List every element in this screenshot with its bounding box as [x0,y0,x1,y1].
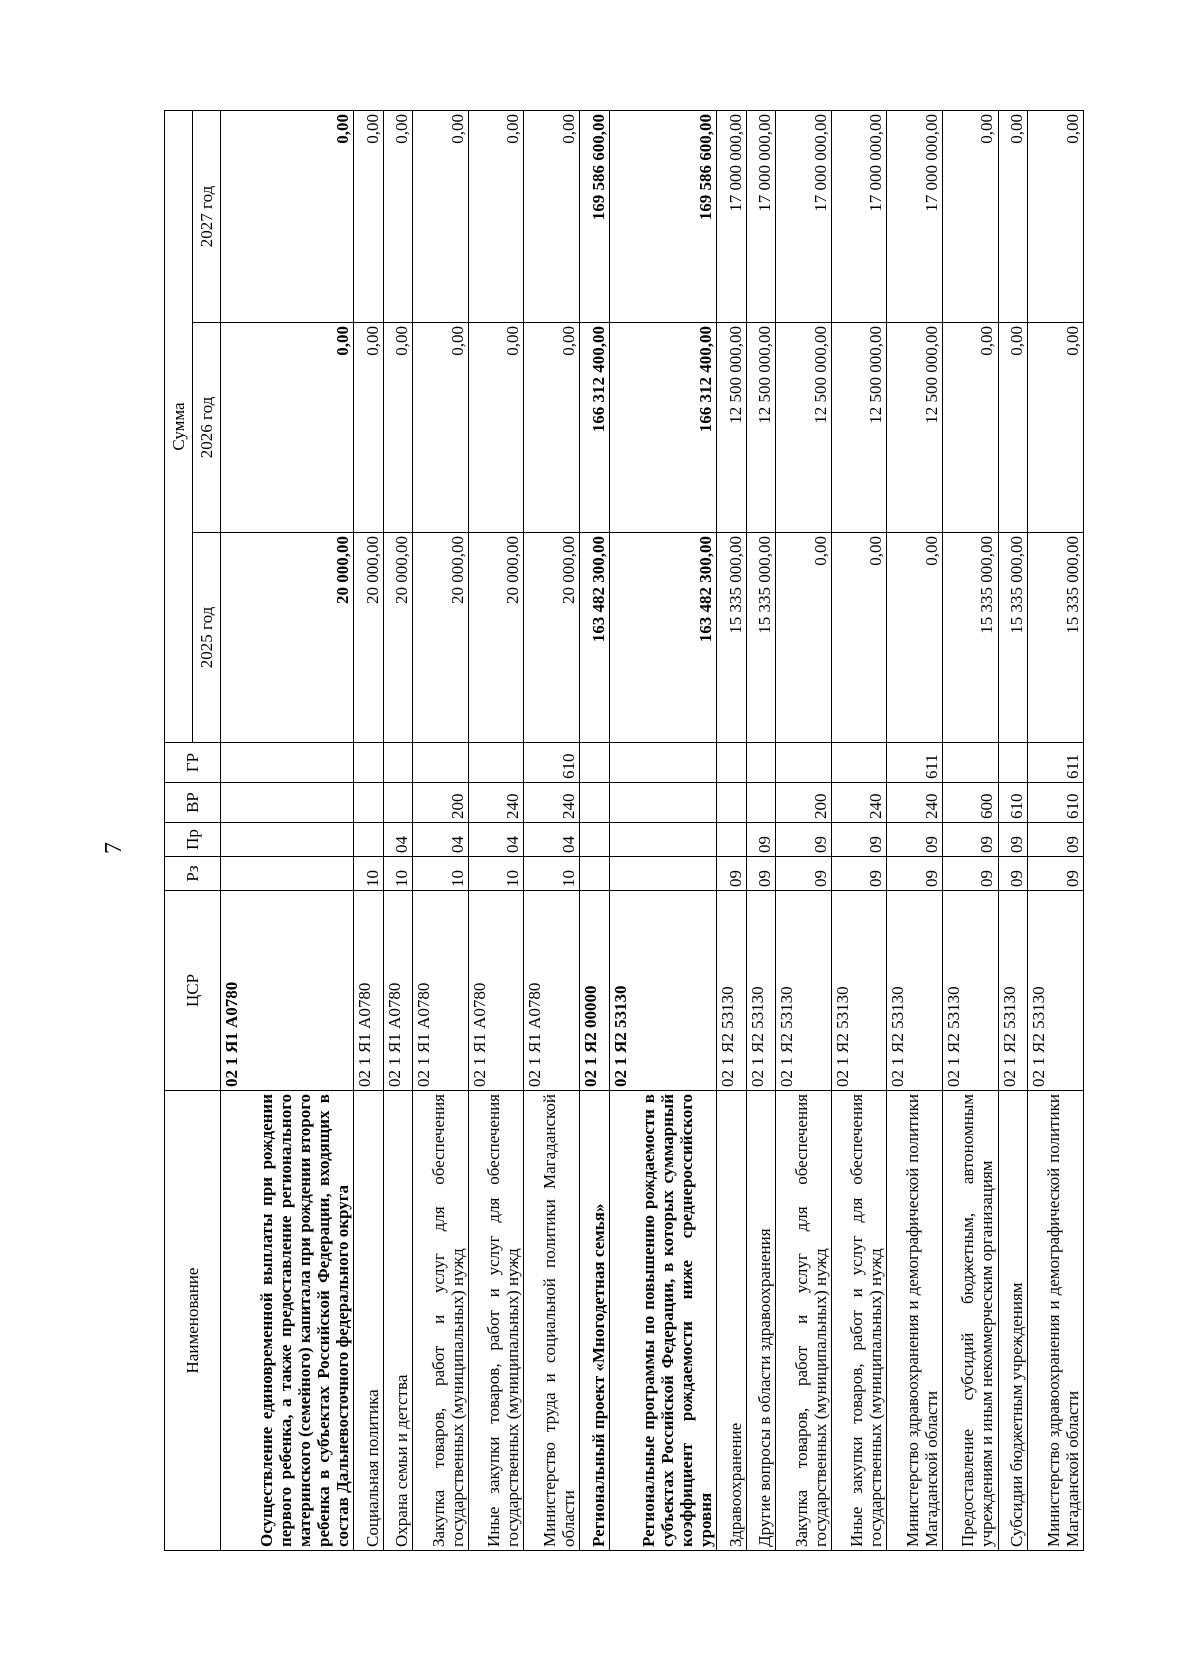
budget-table-wrapper [164,111,1084,1551]
cell-y2025: 20 000,00 [468,533,524,743]
cell-pr [221,823,354,857]
header-pr: Пр [165,823,221,857]
cell-name: Закупка товаров, работ и услуг для обеспечения государственных (муниципальных) нужд [776,1091,832,1551]
cell-vr [353,783,383,823]
cell-y2027: 0,00 [1028,110,1084,322]
cell-y2026: 12 500 000,00 [831,323,887,533]
cell-csr: 02 1 Я2 53130 [776,891,832,1091]
cell-gr [716,743,746,783]
cell-y2027: 17 000 000,00 [831,110,887,322]
table-row [998,110,1028,1550]
header-csr: ЦСР [165,891,221,1091]
table-row [353,110,383,1550]
cell-y2025: 20 000,00 [221,533,354,743]
cell-vr: 200 [776,783,832,823]
table-row [579,110,609,1550]
cell-rz [609,857,716,891]
cell-y2025: 0,00 [776,533,832,743]
header-year-2025: 2025 год [193,533,221,743]
cell-gr [746,743,776,783]
cell-csr: 02 1 Я2 53130 [887,891,943,1091]
cell-name: Субсидии бюджетным учреждениям [998,1091,1028,1551]
cell-name: Предоставление субсидий бюджетным, автономным учреждениям и иным некоммерческим организациям [942,1091,998,1551]
cell-y2025: 20 000,00 [413,533,469,743]
table-row [413,110,469,1550]
cell-gr: 611 [887,743,943,783]
cell-y2027: 0,00 [468,110,524,322]
cell-y2027: 169 586 600,00 [609,110,716,322]
table-row [942,110,998,1550]
cell-csr: 02 1 Я1 А0780 [383,891,413,1091]
table-header [165,110,221,1550]
cell-y2026: 12 500 000,00 [887,323,943,533]
cell-y2026: 0,00 [221,323,354,533]
cell-y2025: 15 335 000,00 [942,533,998,743]
cell-csr: 02 1 Я2 53130 [998,891,1028,1091]
cell-y2026: 12 500 000,00 [746,323,776,533]
cell-rz: 10 [524,857,580,891]
cell-gr [468,743,524,783]
cell-name: Региональный проект «Многодетная семья» [579,1091,609,1551]
cell-gr [353,743,383,783]
cell-vr [716,783,746,823]
cell-y2026: 166 312 400,00 [579,323,609,533]
cell-y2026: 12 500 000,00 [776,323,832,533]
cell-gr [413,743,469,783]
cell-y2027: 0,00 [524,110,580,322]
cell-pr: 04 [383,823,413,857]
cell-y2026: 0,00 [353,323,383,533]
cell-csr: 02 1 Я1 А0780 [353,891,383,1091]
cell-y2025: 15 335 000,00 [998,533,1028,743]
cell-y2025: 163 482 300,00 [609,533,716,743]
cell-name: Здравоохранение [716,1091,746,1551]
cell-vr: 610 [1028,783,1084,823]
cell-name: Осуществление единовременной выплаты при рождении первого ребенка, а также предоставление регионального материнского (семейного) капитала при рождении второго ребенка в субъектах Российской Федерации, входящих в состав Дальневосточного федерального округа [221,1091,354,1551]
cell-vr: 240 [831,783,887,823]
header-sum: Сумма [165,110,193,742]
cell-y2026: 0,00 [383,323,413,533]
cell-vr: 600 [942,783,998,823]
cell-y2026: 0,00 [1028,323,1084,533]
cell-y2025: 163 482 300,00 [579,533,609,743]
table-body [221,110,1084,1550]
cell-y2025: 0,00 [831,533,887,743]
cell-pr: 09 [942,823,998,857]
cell-pr: 04 [413,823,469,857]
cell-rz: 09 [998,857,1028,891]
cell-rz: 09 [887,857,943,891]
cell-rz: 09 [776,857,832,891]
cell-y2025: 0,00 [887,533,943,743]
cell-pr: 09 [831,823,887,857]
cell-y2026: 0,00 [524,323,580,533]
cell-vr [609,783,716,823]
cell-gr [383,743,413,783]
cell-pr [353,823,383,857]
cell-pr [579,823,609,857]
cell-y2027: 17 000 000,00 [887,110,943,322]
cell-y2025: 15 335 000,00 [746,533,776,743]
cell-pr: 04 [468,823,524,857]
cell-csr: 02 1 Я2 53130 [1028,891,1084,1091]
cell-vr: 610 [998,783,1028,823]
cell-vr: 240 [524,783,580,823]
cell-name: Иные закупки товаров, работ и услуг для обеспечения государственных (муниципальных) нужд [831,1091,887,1551]
page-number: 7 [101,842,127,854]
cell-gr [221,743,354,783]
budget-table [164,110,1084,1551]
cell-vr: 240 [887,783,943,823]
cell-csr: 02 1 Я2 53130 [716,891,746,1091]
cell-pr: 09 [887,823,943,857]
cell-name: Иные закупки товаров, работ и услуг для обеспечения государственных (муниципальных) нужд [468,1091,524,1551]
cell-name: Социальная политика [353,1091,383,1551]
header-gr: ГР [165,743,221,783]
cell-csr: 02 1 Я1 А0780 [524,891,580,1091]
cell-y2026: 0,00 [413,323,469,533]
table-row [468,110,524,1550]
cell-csr: 02 1 Я2 53130 [609,891,716,1091]
cell-gr: 610 [524,743,580,783]
cell-y2025: 20 000,00 [524,533,580,743]
table-row [716,110,746,1550]
cell-y2027: 0,00 [998,110,1028,322]
cell-y2026: 0,00 [468,323,524,533]
cell-y2027: 0,00 [942,110,998,322]
header-name: Наименование [165,1091,221,1551]
cell-gr [609,743,716,783]
header-year-2026: 2026 год [193,323,221,533]
header-year-2027: 2027 год [193,110,221,322]
cell-name: Министерство здравоохранения и демографической политики Магаданской области [1028,1091,1084,1551]
table-row [221,110,354,1550]
cell-y2026: 0,00 [942,323,998,533]
cell-name: Региональные программы по повышению рождаемости в субъектах Российской Федерации, в которых суммарный коэффициент рождаемости ниже среднероссийского уровня [609,1091,716,1551]
table-row [776,110,832,1550]
cell-pr [609,823,716,857]
cell-rz: 09 [746,857,776,891]
cell-vr [383,783,413,823]
cell-gr [776,743,832,783]
cell-y2027: 0,00 [353,110,383,322]
table-row [383,110,413,1550]
cell-name: Министерство здравоохранения и демографической политики Магаданской области [887,1091,943,1551]
cell-csr: 02 1 Я1 А0780 [468,891,524,1091]
cell-name: Закупка товаров, работ и услуг для обеспечения государственных (муниципальных) нужд [413,1091,469,1551]
cell-vr [746,783,776,823]
table-row [887,110,943,1550]
cell-y2026: 166 312 400,00 [609,323,716,533]
cell-y2025: 15 335 000,00 [716,533,746,743]
cell-gr [579,743,609,783]
cell-csr: 02 1 Я1 А0780 [413,891,469,1091]
cell-csr: 02 1 Я2 00000 [579,891,609,1091]
cell-pr: 09 [746,823,776,857]
cell-rz: 10 [383,857,413,891]
cell-y2027: 169 586 600,00 [579,110,609,322]
table-row [609,110,716,1550]
cell-rz: 10 [413,857,469,891]
cell-gr [942,743,998,783]
cell-y2026: 0,00 [998,323,1028,533]
cell-vr: 240 [468,783,524,823]
cell-rz: 10 [468,857,524,891]
cell-vr [221,783,354,823]
cell-pr: 04 [524,823,580,857]
cell-name: Министерство труда и социальной политики Магаданской области [524,1091,580,1551]
cell-gr [998,743,1028,783]
cell-rz: 09 [942,857,998,891]
cell-y2027: 0,00 [383,110,413,322]
cell-rz: 09 [1028,857,1084,891]
cell-pr [716,823,746,857]
cell-y2027: 0,00 [221,110,354,322]
cell-name: Другие вопросы в области здравоохранения [746,1091,776,1551]
cell-y2025: 20 000,00 [383,533,413,743]
cell-pr: 09 [1028,823,1084,857]
header-vr: ВР [165,783,221,823]
cell-pr: 09 [776,823,832,857]
cell-csr: 02 1 Я2 53130 [831,891,887,1091]
cell-y2027: 17 000 000,00 [776,110,832,322]
cell-y2026: 12 500 000,00 [716,323,746,533]
table-row [524,110,580,1550]
cell-y2025: 15 335 000,00 [1028,533,1084,743]
cell-csr: 02 1 Я1 А0780 [221,891,354,1091]
cell-csr: 02 1 Я2 53130 [746,891,776,1091]
table-row [831,110,887,1550]
cell-csr: 02 1 Я2 53130 [942,891,998,1091]
cell-gr: 611 [1028,743,1084,783]
cell-rz: 10 [353,857,383,891]
cell-rz [579,857,609,891]
cell-rz: 09 [716,857,746,891]
table-row [1028,110,1084,1550]
cell-y2025: 20 000,00 [353,533,383,743]
cell-rz: 09 [831,857,887,891]
cell-vr [579,783,609,823]
cell-vr: 200 [413,783,469,823]
cell-rz [221,857,354,891]
cell-gr [831,743,887,783]
table-row [746,110,776,1550]
cell-y2027: 17 000 000,00 [716,110,746,322]
cell-pr: 09 [998,823,1028,857]
header-rz: Рз [165,857,221,891]
cell-y2027: 17 000 000,00 [746,110,776,322]
cell-name: Охрана семьи и детства [383,1091,413,1551]
cell-y2027: 0,00 [413,110,469,322]
